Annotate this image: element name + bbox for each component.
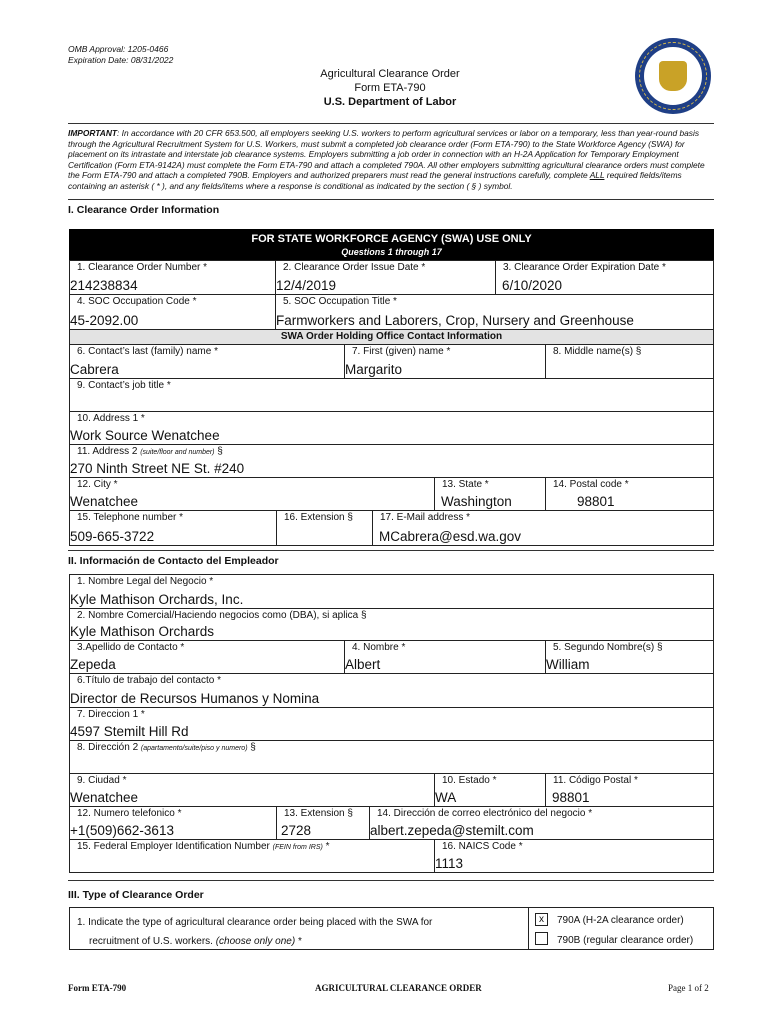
option-790b-label: 790B (regular clearance order) — [557, 935, 694, 946]
field-label: 17. E-Mail address * — [380, 512, 471, 523]
field-value: WA — [435, 790, 457, 805]
divider — [68, 123, 714, 124]
field-label: 12. Numero telefonico * — [77, 808, 182, 819]
employer-extension-field[interactable] — [276, 806, 370, 840]
field-value: William — [546, 657, 590, 672]
field-label: 8. Middle name(s) § — [553, 346, 642, 357]
field-label: 4. Nombre * — [352, 642, 406, 653]
question-note: (choose only one) — [215, 936, 296, 947]
label-note: (suite/floor and number) — [140, 449, 215, 456]
section-2-heading: II. Información de Contacto del Empleador — [68, 555, 279, 567]
question-text: recruitment of U.S. workers. — [89, 936, 213, 947]
field-label: 5. Segundo Nombre(s) § — [553, 642, 663, 653]
telephone-field[interactable] — [69, 510, 277, 546]
field-label: 7. Direccion 1 * — [77, 709, 145, 720]
field-label: 3.Apellido de Contacto * — [77, 642, 185, 653]
label-suffix: * — [322, 841, 330, 852]
swa-bar-title: FOR STATE WORKFORCE AGENCY (SWA) USE ONLY — [251, 233, 532, 245]
label-suffix: § — [247, 742, 256, 753]
swa-use-only-bar — [69, 229, 714, 260]
field-label: 10. Address 1 * — [77, 413, 145, 424]
field-value: albert.zepeda@stemilt.com — [370, 823, 534, 838]
employer-email-field[interactable] — [369, 806, 714, 840]
field-label: 11. Código Postal * — [553, 775, 638, 786]
field-label: 16. Extension § — [284, 512, 353, 523]
state-field[interactable] — [434, 477, 546, 511]
field-label: 13. Extension § — [284, 808, 353, 819]
field-label: 6.Título de trabajo del contacto * — [77, 675, 221, 686]
question-suffix: * — [295, 936, 302, 947]
footer-title: AGRICULTURAL CLEARANCE ORDER — [315, 983, 482, 993]
label-note: (apartamento/suite/piso y numero) — [140, 745, 248, 752]
divider — [68, 550, 714, 551]
label-text: 15. Federal Employer Identification Number — [77, 841, 270, 852]
address-2-field[interactable] — [69, 444, 714, 478]
question-line-2 — [89, 936, 302, 947]
employer-contact-title-field[interactable] — [69, 673, 714, 708]
business-legal-name-field[interactable] — [69, 574, 714, 609]
option-790a-checkbox[interactable]: x — [535, 913, 548, 926]
expiration-date-field[interactable] — [495, 260, 714, 295]
field-value: Zepeda — [70, 657, 116, 672]
employer-contact-middle-name-field[interactable] — [545, 640, 714, 674]
employer-address-1-field[interactable] — [69, 707, 714, 741]
employer-state-field[interactable] — [434, 773, 546, 807]
field-label: 7. First (given) name * — [352, 346, 451, 357]
field-label: 9. Ciudad * — [77, 775, 127, 786]
field-label: 16. NAICS Code * — [442, 841, 523, 852]
field-value: 4597 Stemilt Hill Rd — [70, 724, 189, 739]
column-divider — [528, 908, 529, 949]
dba-name-field[interactable] — [69, 608, 714, 641]
employer-postal-code-field[interactable] — [545, 773, 714, 807]
field-label: 2. Nombre Comercial/Haciendo negocios como (DBA), si aplica § — [77, 610, 367, 621]
field-value: Work Source Wenatchee — [70, 428, 220, 443]
omb-info — [68, 44, 173, 66]
footer-form-number: Form ETA-790 — [68, 983, 127, 993]
question-line-1: 1. Indicate the type of agricultural clearance order being placed with the SWA for — [77, 917, 433, 928]
label-suffix: § — [214, 446, 223, 457]
label-text: 8. Dirección 2 — [77, 742, 139, 753]
field-label: 3. Clearance Order Expiration Date * — [503, 262, 666, 273]
important-lead: IMPORTANT — [68, 128, 118, 138]
agency-name: U.S. Department of Labor — [323, 96, 457, 108]
divider — [68, 880, 714, 881]
omb-approval: OMB Approval: 1205-0466 — [68, 44, 169, 54]
employer-contact-last-name-field[interactable] — [69, 640, 345, 674]
soc-code-field[interactable] — [69, 294, 276, 330]
contact-job-title-field[interactable] — [69, 378, 714, 412]
contact-first-name-field[interactable] — [344, 344, 546, 379]
field-value: Wenatchee — [70, 494, 139, 509]
important-all: ALL — [589, 170, 605, 181]
section-3-heading: III. Type of Clearance Order — [68, 889, 204, 901]
employer-contact-first-name-field[interactable] — [344, 640, 546, 674]
option-790b-checkbox[interactable] — [535, 932, 548, 945]
employer-city-field[interactable] — [69, 773, 435, 807]
field-label — [77, 446, 223, 457]
option-790a-label: 790A (H-2A clearance order) — [557, 915, 684, 926]
field-value: Farmworkers and Laborers, Crop, Nursery and Greenhouse — [276, 313, 634, 328]
extension-field[interactable] — [276, 510, 373, 546]
field-value: Albert — [345, 657, 381, 672]
field-value: 45-2092.00 — [70, 313, 139, 328]
field-value: 214238834 — [70, 278, 138, 293]
important-notice — [68, 128, 714, 192]
form-number: Form ETA-790 — [354, 82, 426, 94]
field-value: Washington — [441, 494, 512, 509]
field-label: 14. Postal code * — [553, 479, 629, 490]
field-label: 5. SOC Occupation Title * — [283, 296, 397, 307]
naics-code-field[interactable] — [434, 839, 714, 873]
issue-date-field[interactable] — [275, 260, 496, 295]
field-value: 1113 — [435, 856, 464, 871]
contact-middle-name-field[interactable] — [545, 344, 714, 379]
label-text: 11. Address 2 — [77, 446, 138, 457]
holding-office-bar: SWA Order Holding Office Contact Information — [69, 329, 714, 345]
field-value: MCabrera@esd.wa.gov — [379, 529, 522, 544]
field-label — [77, 742, 256, 753]
employer-address-2-field[interactable] — [69, 740, 714, 774]
field-value: 98801 — [552, 790, 590, 805]
field-value: +1(509)662-3613 — [70, 823, 174, 838]
label-note: (FEIN from IRS) — [272, 844, 323, 851]
employer-phone-field[interactable] — [69, 806, 277, 840]
field-value: Kyle Mathison Orchards, Inc. — [70, 592, 244, 607]
field-value: 6/10/2020 — [502, 278, 563, 293]
address-1-field[interactable] — [69, 411, 714, 445]
field-value: 509-665-3722 — [70, 529, 155, 544]
soc-title-field[interactable] — [275, 294, 714, 330]
city-field[interactable] — [69, 477, 435, 511]
important-text: : In accordance with 20 CFR 653.500, all employers seeking U.S. workers to perform agricultural services or labor on a temporary, less than year-round basis through the Agricultural Recruitment System for U.S. Workers, must submit a completed job clearance order (Form ETA-790) to the State Workforce Agency (SWA) for placement on its intrastate and interstate job clearance systems. Employers submitting a job order in connection with an H-2A Application for Temporary Employment Certification (Form ETA-9142A) must complete the Form ETA-790 and attach a completed 790A. All other employers submitting agricultural clearance orders must complete the Form ETA-790 and attach a completed 790B. Employers and authorized preparers must read the general instructions carefully, complete — [68, 128, 705, 181]
swa-bar-subtitle: Questions 1 through 17 — [341, 247, 442, 257]
section-1-heading: I. Clearance Order Information — [68, 204, 220, 216]
divider — [68, 199, 714, 200]
footer-page-number: Page 1 of 2 — [668, 983, 709, 993]
field-label — [77, 841, 330, 852]
field-label: 2. Clearance Order Issue Date * — [283, 262, 426, 273]
postal-code-field[interactable] — [545, 477, 714, 511]
field-label: 13. State * — [442, 479, 489, 490]
field-value: Margarito — [345, 362, 403, 377]
field-label: 10. Estado * — [442, 775, 497, 786]
fein-field[interactable] — [69, 839, 435, 873]
field-value: Cabrera — [70, 362, 119, 377]
field-value: 12/4/2019 — [276, 278, 337, 293]
field-label: 15. Telephone number * — [77, 512, 184, 523]
form-title: Agricultural Clearance Order — [320, 68, 460, 80]
field-value: Director de Recursos Humanos y Nomina — [70, 691, 320, 706]
field-label: 1. Clearance Order Number * — [77, 262, 208, 273]
clearance-order-number-field[interactable] — [69, 260, 276, 295]
contact-last-name-field[interactable] — [69, 344, 345, 379]
field-label: 6. Contact’s last (family) name * — [77, 346, 218, 357]
field-value: 2728 — [281, 823, 312, 838]
field-value: 270 Ninth Street NE St. #240 — [70, 461, 245, 476]
field-value: 98801 — [577, 494, 615, 509]
field-label: 1. Nombre Legal del Negocio * — [77, 576, 214, 587]
important-text-end: required fields/items containing an asterisk ( * ), and any fields/items where a response is conditional as indicated by the section ( § ) symbol. — [68, 170, 682, 191]
clearance-type-question — [69, 907, 714, 950]
field-label: 9. Contact’s job title * — [77, 380, 171, 391]
dol-seal-icon — [635, 38, 711, 114]
field-label: 4. SOC Occupation Code * — [77, 296, 197, 307]
email-field[interactable] — [372, 510, 714, 546]
field-label: 14. Dirección de correo electrónico del negocio * — [377, 808, 593, 819]
field-value: Wenatchee — [70, 790, 139, 805]
field-value: Kyle Mathison Orchards — [70, 624, 215, 639]
field-label: 12. City * — [77, 479, 118, 490]
expiration-date: Expiration Date: 08/31/2022 — [68, 55, 174, 65]
